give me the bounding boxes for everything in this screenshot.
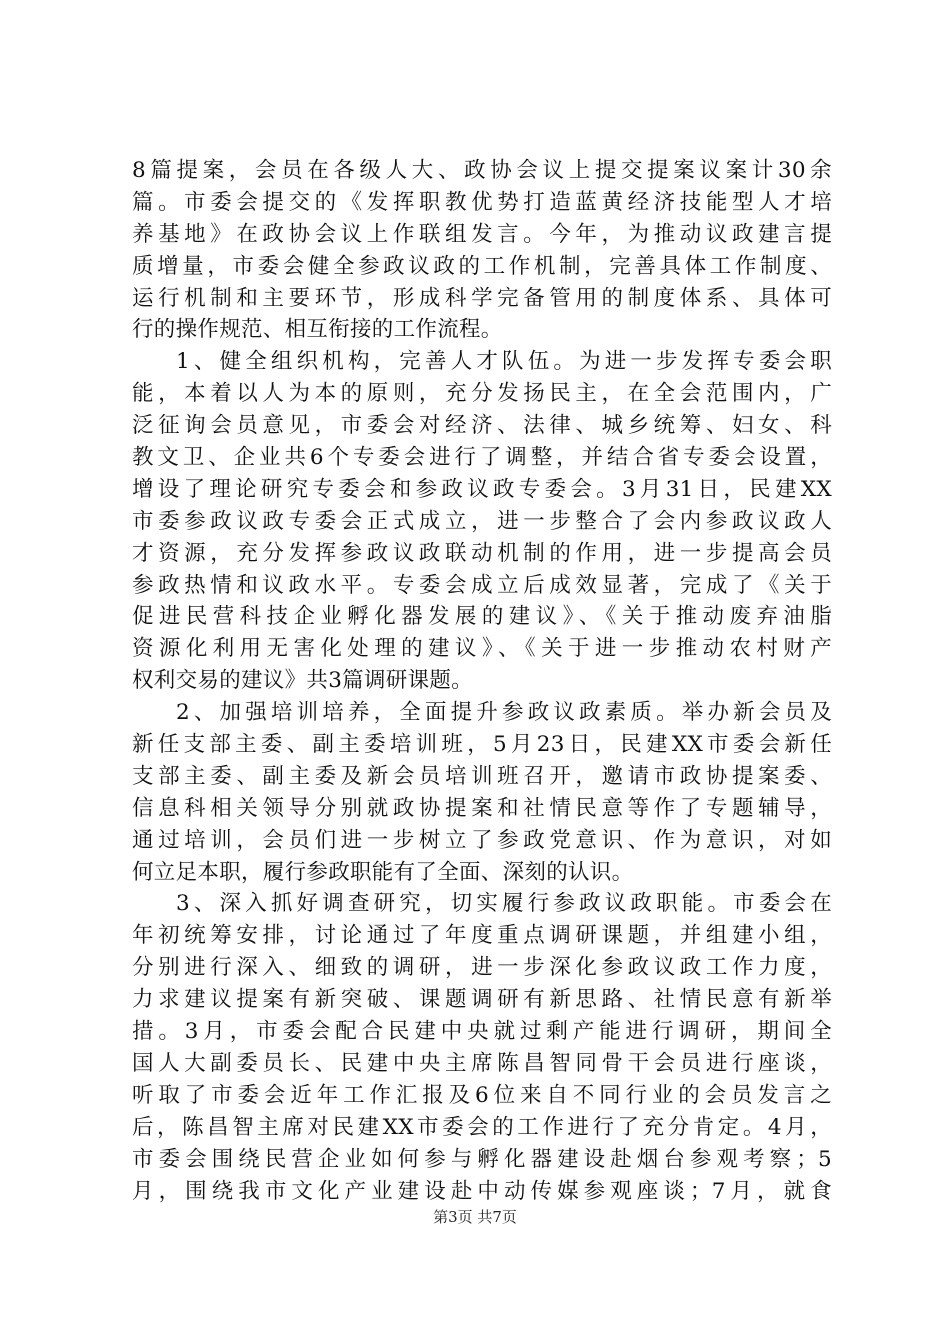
text-line: 市委会围绕民营企业如何参与孵化器建设赴烟台参观考察；5 [132,1146,832,1172]
text-line: 支部主委、副主委及新会员培训班召开，邀请市政协提案委、 [132,763,832,789]
text-line: 何立足本职，履行参政职能有了全面、深刻的认识。 [132,859,634,885]
page-number: 第3页 共7页 [433,1208,517,1226]
text-line: 参政热情和议政水平。专委会成立后成效显著，完成了《关于 [132,572,832,598]
text-line: 养基地》在政协会议上作联组发言。今年，为推动议政建言提 [132,221,832,247]
text-line: 分别进行深入、细致的调研，进一步深化参政议政工作力度， [132,955,832,981]
text-line: 泛征询会员意见，市委会对经济、法律、城乡统筹、妇女、科 [132,413,832,439]
paragraph-3-start: 3、深入抓好调查研究，切实履行参政议政职能。市委会在 [176,891,832,917]
text-line: 运行机制和主要环节，形成科学完备管用的制度体系、具体可 [132,285,832,311]
text-line: 力求建议提案有新突破、课题调研有新思路、社情民意有新举 [132,987,832,1013]
text-line: 通过培训，会员们进一步树立了参政党意识、作为意识，对如 [132,827,832,853]
text-line: 教文卫、企业共6个专委会进行了调整，并结合省专委会设置， [132,445,832,471]
text-line: 才资源，充分发挥参政议政联动机制的作用，进一步提高会员 [132,540,832,566]
text-line: 促进民营科技企业孵化器发展的建议》、《关于推动废弃油脂 [132,604,832,630]
text-line: 信息科相关领导分别就政协提案和社情民意等作了专题辅导， [132,795,832,821]
text-line: 年初统筹安排，讨论通过了年度重点调研课题，并组建小组， [132,923,832,949]
text-line: 资源化利用无害化处理的建议》、《关于进一步推动农村财产 [132,636,832,662]
text-line: 篇。市委会提交的《发挥职教优势打造蓝黄经济技能型人才培 [132,189,832,215]
text-line: 8篇提案，会员在各级人大、政协会议上提交提案议案计30余 [132,158,832,183]
text-line: 权利交易的建议》共3篇调研课题。 [132,668,473,694]
paragraph-2-start: 2、加强培训培养，全面提升参政议政素质。举办新会员及 [176,700,832,726]
document-body [132,155,832,1207]
text-line: 行的操作规范、相互衔接的工作流程。 [132,317,503,343]
text-line: 市委参政议政专委会正式成立，进一步整合了会内参政议政人 [132,508,832,534]
text-line: 增设了理论研究专委会和参政议政专委会。3月31日，民建XX [132,476,832,502]
text-line: 听取了市委会近年工作汇报及6位来自不同行业的会员发言之 [132,1082,832,1108]
text-line: 质增量，市委会健全参政议政的工作机制，完善具体工作制度、 [132,253,832,279]
text-line: 新任支部主委、副主委培训班，5月23日，民建XX市委会新任 [132,732,832,758]
text-line: 国人大副委员长、民建中央主席陈昌智同骨干会员进行座谈， [132,1050,832,1076]
text-line: 后，陈昌智主席对民建XX市委会的工作进行了充分肯定。4月， [132,1114,832,1140]
text-line: 月，围绕我市文化产业建设赴中动传媒参观座谈；7月，就食 [132,1178,832,1204]
text-line: 措。3月，市委会配合民建中央就过剩产能进行调研，期间全 [132,1019,832,1045]
paragraph-1-start: 1、健全组织机构，完善人才队伍。为进一步发挥专委会职 [176,349,832,375]
text-line: 能，本着以人为本的原则，充分发扬民主，在全会范围内，广 [132,381,832,407]
page-footer [0,1207,950,1227]
